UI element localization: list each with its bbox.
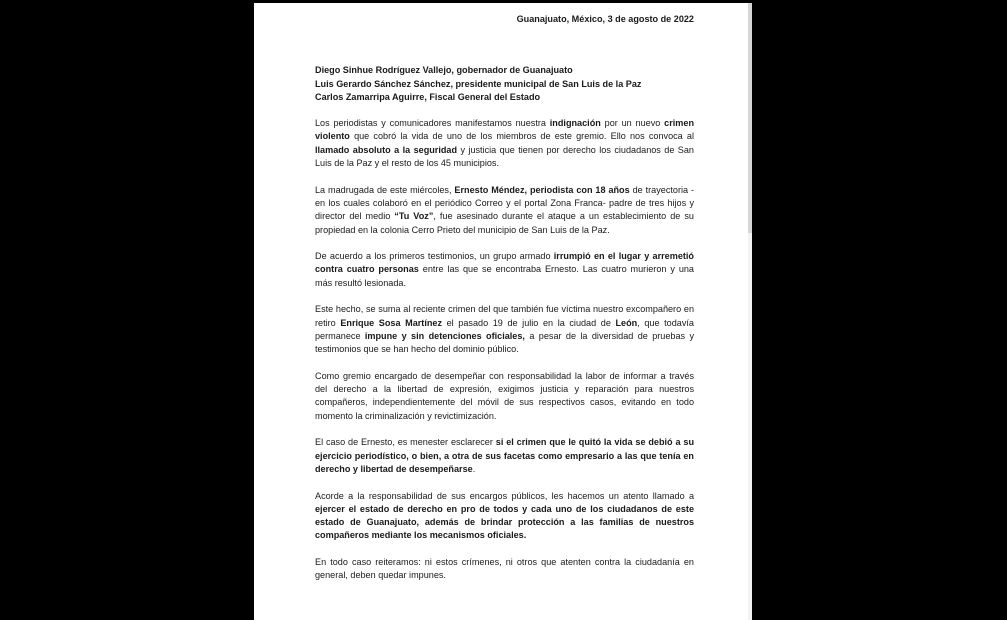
text-run: el pasado 19 de julio en la ciudad de: [442, 317, 616, 328]
bold-text-run: impune y sin detenciones oficiales,: [364, 330, 525, 341]
recipients-block: [315, 64, 694, 104]
text-run: Este hecho, se suma al reciente crimen del que también fue víctima nuestro excompañero en retiro: [315, 304, 694, 328]
body-paragraph: [315, 490, 694, 543]
body-paragraph: [315, 436, 694, 476]
body-paragraph: [315, 184, 694, 237]
text-run: por un nuevo: [600, 118, 665, 129]
text-run: De acuerdo a los primeros testimonios, un grupo armado: [315, 251, 554, 262]
body-paragraph: [315, 117, 694, 170]
recipient-mayor: Luis Gerardo Sánchez Sánchez, presidente municipal de San Luis de la Paz: [315, 78, 642, 89]
text-run: que cobró la vida de uno de los miembros de este gremio. Ello nos convoca al: [349, 131, 694, 142]
text-run: y justicia que tienen por derecho los ciudadanos de San Luis de la Paz y el resto de los 45 municipios.: [315, 144, 694, 169]
scrollbar[interactable]: [748, 3, 752, 620]
body-paragraph: [315, 303, 694, 356]
body-paragraph: [315, 556, 694, 583]
bold-text-run: si el crimen que le quitó la vida se debió a su ejercicio periodístico, o bien, a otra de sus facetas como empresario a las que tenía en derecho y libertad de desempeñarse: [315, 437, 694, 474]
text-run: Los periodistas y comunicadores manifestamos nuestra: [315, 118, 550, 129]
bold-text-run: ejercer el estado de derecho en pro de todos y cada uno de los ciudadanos de este estado de Guanajuato, además de brindar protección a las familias de nuestros compañeros mediante los mecanismos oficiales.: [315, 503, 694, 541]
text-run: entre las que se encontraba Ernesto. Las cuatro murieron y una más resultó lesionada.: [315, 264, 694, 288]
bold-text-run: León: [615, 317, 638, 328]
recipient-governor: Diego Sinhue Rodríguez Vallejo, gobernador de Guanajuato: [315, 65, 573, 76]
text-run: En todo caso reiteramos: ni estos crímenes, ni otros que atenten contra la ciudadanía en general, deben quedar impunes.: [315, 556, 694, 581]
bold-text-run: llamado absoluto a la seguridad: [315, 144, 458, 155]
bold-text-run: “Tu Voz”: [394, 211, 434, 222]
text-run: La madrugada de este miércoles,: [315, 184, 455, 195]
dateline: Guanajuato, México, 3 de agosto de 2022: [516, 14, 694, 24]
text-run: El caso de Ernesto, es menester esclarecer: [315, 437, 496, 448]
letter-page[interactable]: [254, 3, 752, 620]
bold-text-run: indignación: [549, 118, 601, 129]
letter-body: [315, 117, 694, 582]
text-run: a pesar de la diversidad de pruebas y testimonios que se han hecho del dominio público.: [315, 330, 695, 355]
text-run: Acorde a la responsabilidad de sus encargos públicos, les hacemos un atento llamado a: [315, 490, 694, 501]
text-run: , que todavía permanece: [315, 317, 694, 341]
text-run: Como gremio encargado de desempeñar con responsabilidad la labor de informar a través del derecho a la libertad de expresión, exigimos justicia y reparación para nuestros compañeros, independientemente del móvil de sus respectivos casos, evitando en todo momento la criminalización y revictimización.: [315, 370, 694, 421]
text-run: de trayectoria -en los cuales colaboró en el periódico Correo y el portal Zona Franca- padre de tres hijos y director del medio: [315, 184, 694, 222]
recipient-prosecutor: Carlos Zamarripa Aguirre, Fiscal General del Estado: [315, 91, 541, 102]
bold-text-run: Ernesto Méndez, periodista con 18 años: [454, 184, 630, 195]
bold-text-run: Enrique Sosa Martínez: [340, 317, 443, 328]
scrollbar-thumb[interactable]: [748, 3, 752, 233]
body-paragraph: [315, 370, 694, 423]
text-run: , fue asesinado durante el ataque a un establecimiento de su propiedad en la colonia Cerro Prieto del municipio de San Luis de la Paz.: [315, 211, 694, 235]
text-run: .: [472, 463, 476, 474]
bold-text-run: crimen violento: [315, 118, 694, 142]
body-paragraph: [315, 250, 694, 290]
bold-text-run: irrumpió en el lugar y arremetió contra cuatro personas: [315, 251, 694, 275]
